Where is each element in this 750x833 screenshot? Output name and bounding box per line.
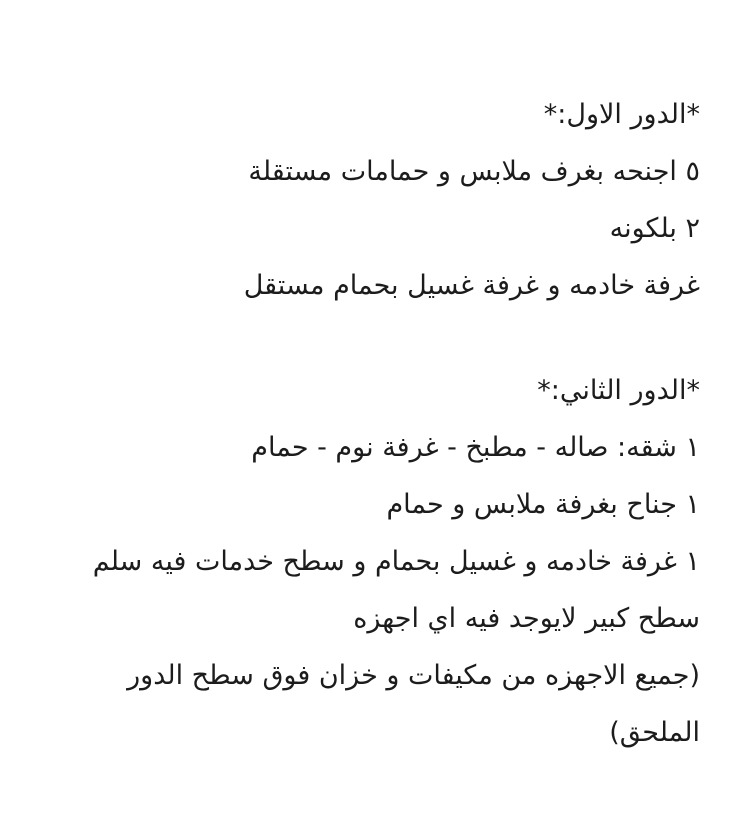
section2-line-5: (جميع الاجهزه من مكيفات و خزان فوق سطح الدور الملحق) (127, 660, 700, 748)
section2-line-1: ١ شقه: صاله - مطبخ - غرفة نوم - حمام (251, 432, 700, 463)
section2-heading: *الدور الثاني:* (537, 375, 700, 406)
section2-line-3: ١ غرفة خادمه و غسيل بحمام و سطح خدمات فيه سلم (92, 546, 700, 577)
message-text (40, 86, 700, 761)
section1-line-3: غرفة خادمه و غرفة غسيل بحمام مستقل (243, 270, 700, 301)
section1-heading: *الدور الاول:* (543, 99, 700, 130)
section-gap (40, 314, 700, 362)
section2-line-2: ١ جناح بغرفة ملابس و حمام (386, 489, 700, 520)
section2-line-4: سطح كبير لايوجد فيه اي اجهزه (353, 603, 700, 634)
section1-line-1: ٥ اجنحه بغرف ملابس و حمامات مستقلة (248, 156, 700, 187)
section1-line-2: ٢ بلكونه (609, 213, 700, 244)
